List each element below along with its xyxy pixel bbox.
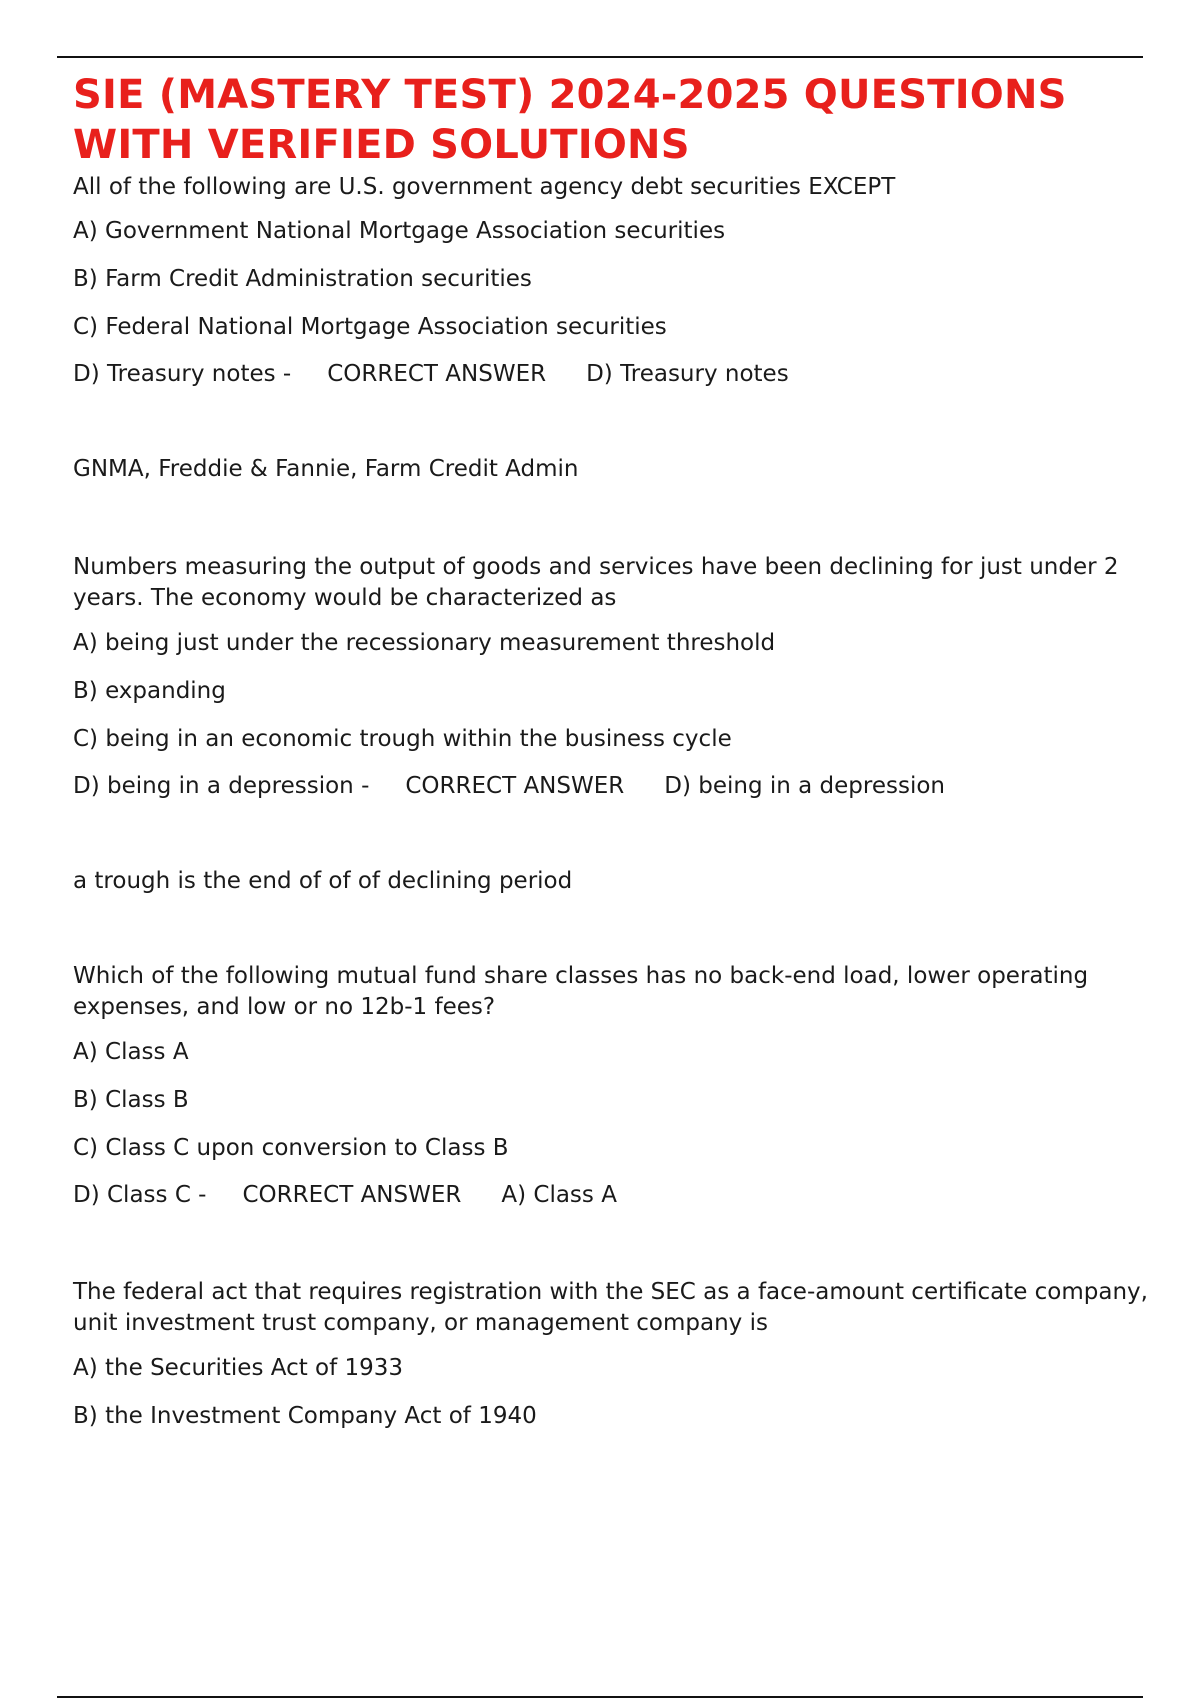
document-title: SIE (MASTERY TEST) 2024-2025 QUESTIONS WITH VERIFIED SOLUTIONS bbox=[73, 72, 1067, 168]
question-text: The federal act that requires registration with the SEC as a face-amount certificate company, unit investment trust company, or management company is bbox=[73, 1279, 1148, 1336]
correct-answer-value: A) Class A bbox=[501, 1182, 617, 1208]
explanation-text: GNMA, Freddie & Fannie, Farm Credit Admin bbox=[73, 456, 579, 482]
option-a: A) Government National Mortgage Association securities bbox=[73, 218, 726, 244]
question-block bbox=[73, 550, 1163, 897]
option-b: B) Class B bbox=[73, 1087, 189, 1113]
explanation-text: a trough is the end of of of declining period bbox=[73, 868, 573, 894]
option-d: D) Treasury notes - bbox=[73, 361, 292, 387]
option-c: C) being in an economic trough within the business cycle bbox=[73, 726, 732, 752]
question-block bbox=[73, 959, 1163, 1211]
document-body bbox=[73, 70, 1163, 1432]
question-text: All of the following are U.S. government agency debt securities EXCEPT bbox=[73, 174, 896, 200]
question-block bbox=[73, 170, 1163, 485]
top-divider bbox=[57, 56, 1143, 58]
question-text: Numbers measuring the output of goods and services have been declining for just under 2 years. The economy would be characterized as bbox=[73, 554, 1119, 611]
answer-line bbox=[73, 359, 1163, 390]
answer-line bbox=[73, 1180, 1163, 1211]
question-block bbox=[73, 1275, 1163, 1432]
question-text: Which of the following mutual fund share classes has no back-end load, lower operating expenses, and low or no 12b-1 fees? bbox=[73, 963, 1089, 1020]
option-c: C) Federal National Mortgage Association securities bbox=[73, 314, 667, 340]
correct-answer-label: CORRECT ANSWER bbox=[242, 1182, 462, 1208]
correct-answer-value: D) being in a depression bbox=[664, 773, 946, 799]
correct-answer-label: CORRECT ANSWER bbox=[405, 773, 625, 799]
bottom-divider bbox=[57, 1696, 1143, 1698]
answer-line bbox=[73, 771, 1163, 802]
option-a: A) being just under the recessionary measurement threshold bbox=[73, 630, 776, 656]
correct-answer-value: D) Treasury notes bbox=[586, 361, 789, 387]
correct-answer-label: CORRECT ANSWER bbox=[327, 361, 547, 387]
option-a: A) Class A bbox=[73, 1039, 189, 1065]
option-d: D) Class C - bbox=[73, 1182, 207, 1208]
option-b: B) expanding bbox=[73, 678, 226, 704]
option-c: C) Class C upon conversion to Class B bbox=[73, 1135, 509, 1161]
option-b: B) Farm Credit Administration securities bbox=[73, 266, 532, 292]
option-b: B) the Investment Company Act of 1940 bbox=[73, 1403, 537, 1429]
option-a: A) the Securities Act of 1933 bbox=[73, 1355, 404, 1381]
option-d: D) being in a depression - bbox=[73, 773, 370, 799]
